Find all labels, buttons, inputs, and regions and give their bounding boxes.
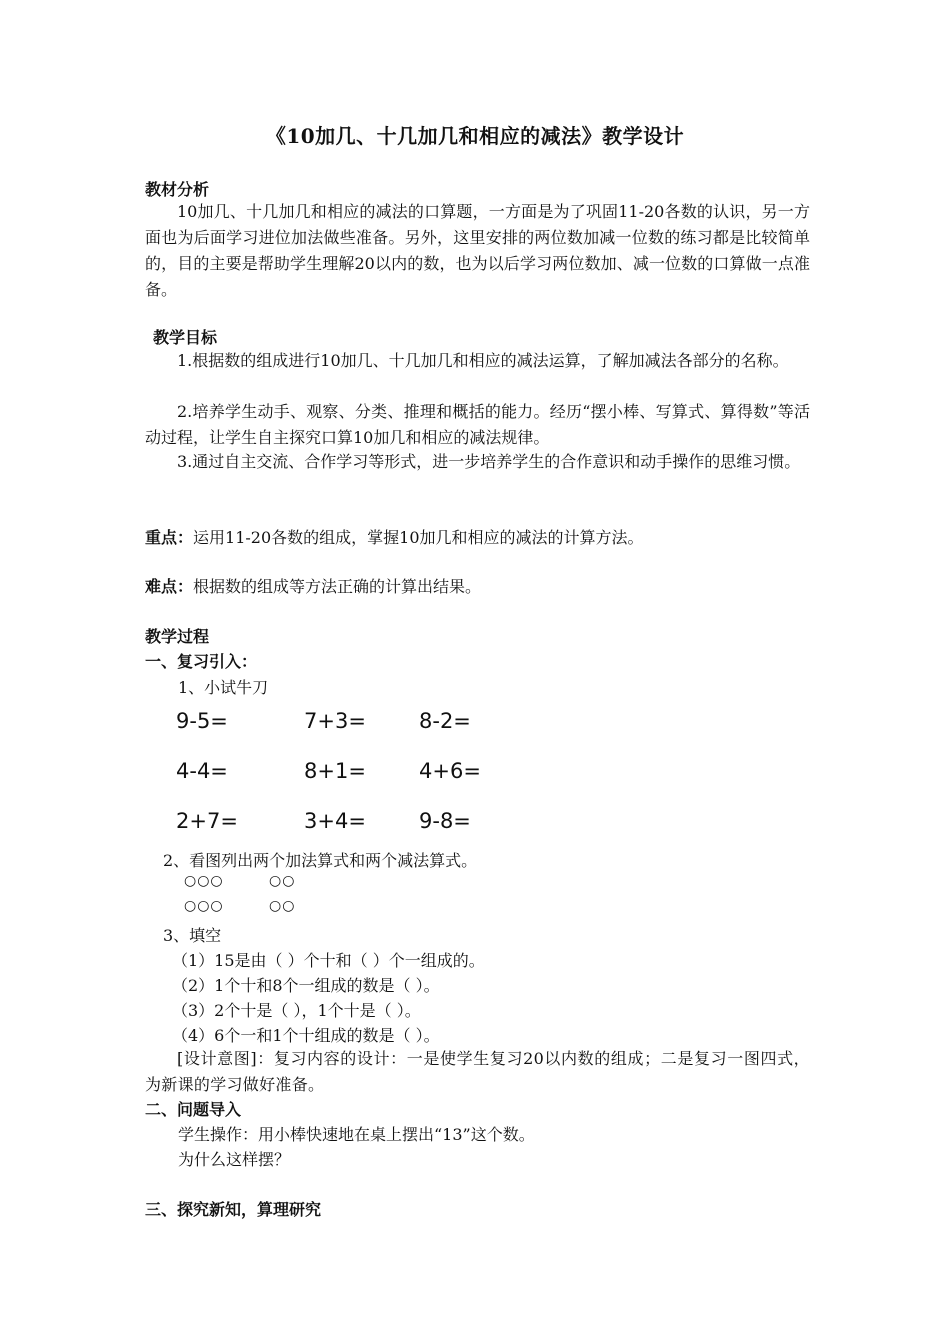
equation: 4+6= bbox=[419, 759, 481, 783]
analysis-paragraph: 10加几、十几加几和相应的减法的口算题，一方面是为了巩固11-20各数的认识，另一方面也为后面学习进位加法做些准备。另外，这里安排的两位数加减一位数的练习都是比较简单的，目的主要是帮助学生理解20以内的数，也为以后学习两位数加、减一位数的口算做一点准备。 bbox=[145, 202, 810, 299]
key-point bbox=[145, 525, 644, 548]
circle-group: ○○○ bbox=[184, 873, 224, 889]
goal-item-2: 2.培养学生动手、观察、分类、推理和概括的能力。经历“摆小棒、写算式、算得数”等活动过程，让学生自主探究口算10加几和相应的减法规律。 bbox=[145, 402, 810, 447]
equation: 4-4= bbox=[176, 759, 228, 783]
equation: 9-8= bbox=[419, 809, 471, 833]
document-title: 《10加几、十几加几和相应的减法》教学设计 bbox=[265, 124, 685, 148]
difficulty-text: 根据数的组成等方法正确的计算出结果。 bbox=[193, 577, 482, 596]
equation: 8+1= bbox=[304, 759, 366, 783]
fill-item-1: （1）15是由（ ）个十和（ ）个一组成的。 bbox=[172, 951, 485, 970]
equation: 9-5= bbox=[176, 709, 228, 733]
fill-item-4: （4）6个一和1个十组成的数是（ ）。 bbox=[172, 1026, 440, 1045]
goal-item-3: 3.通过自主交流、合作学习等形式，进一步培养学生的合作意识和动手操作的思维习惯。 bbox=[177, 452, 801, 471]
sub3-label: 3、填空 bbox=[163, 926, 222, 945]
key-point-label: 重点： bbox=[145, 528, 194, 547]
goal-item-1: 1.根据数的组成进行10加几、十几加几和相应的减法运算，了解加减法各部分的名称。 bbox=[177, 351, 789, 370]
part1-heading: 一、复习引入： bbox=[145, 652, 258, 671]
circle-group: ○○ bbox=[269, 873, 296, 889]
fill-item-2: （2）1个十和8个一组成的数是（ ）。 bbox=[172, 976, 440, 995]
circle-group: ○○○ bbox=[184, 898, 224, 914]
process-heading: 教学过程 bbox=[145, 627, 210, 646]
equation: 3+4= bbox=[304, 809, 366, 833]
fill-item-3: （3）2个十是（ ），1个十是（ ）。 bbox=[172, 1001, 421, 1020]
equation: 7+3= bbox=[304, 709, 366, 733]
circle-group: ○○ bbox=[269, 898, 296, 914]
key-point-text: 运用11-20各数的组成，掌握10加几和相应的减法的计算方法。 bbox=[193, 528, 644, 547]
equation: 2+7= bbox=[176, 809, 238, 833]
equation: 8-2= bbox=[419, 709, 471, 733]
difficulty bbox=[145, 574, 481, 597]
design-intent: [设计意图]：复习内容的设计：一是使学生复习20以内数的组成；二是复习一图四式，为新课的学习做好准备。 bbox=[145, 1049, 810, 1094]
goals-heading: 教学目标 bbox=[153, 328, 218, 347]
part2-line-2: 为什么这样摆？ bbox=[178, 1150, 291, 1169]
difficulty-label: 难点： bbox=[145, 577, 194, 596]
sub2-label: 2、看图列出两个加法算式和两个减法算式。 bbox=[163, 851, 478, 870]
part3-heading: 三、探究新知，算理研究 bbox=[145, 1200, 322, 1219]
part2-heading: 二、问题导入 bbox=[145, 1100, 242, 1119]
sub1-label: 1、小试牛刀 bbox=[178, 678, 269, 697]
part2-line-1: 学生操作：用小棒快速地在桌上摆出“13”这个数。 bbox=[178, 1125, 535, 1144]
analysis-heading: 教材分析 bbox=[145, 180, 210, 199]
